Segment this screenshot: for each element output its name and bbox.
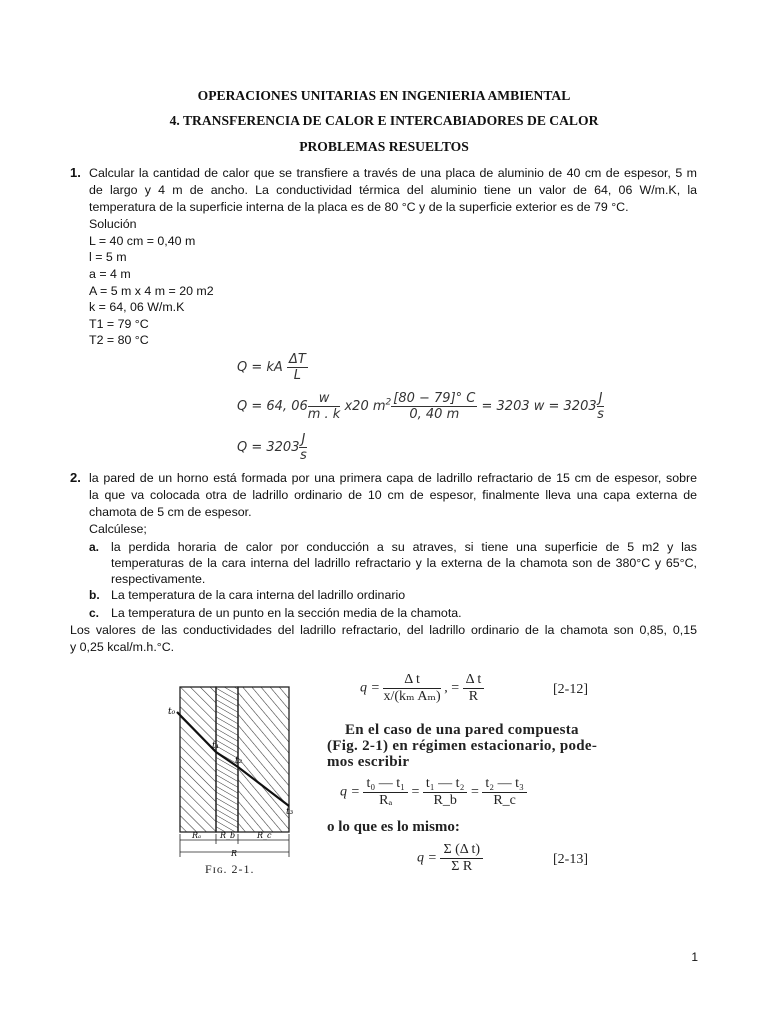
scan-para-line-1: En el caso de una pared compuesta	[345, 722, 579, 738]
eq3-lhs: Q = 3203	[237, 440, 300, 455]
scan-para-line-3: mos escribir	[327, 754, 410, 770]
item-a-line-1: la perdida horaria de calor por conducción a su atraves, si tiene una superficie de 5 m2 y las	[111, 540, 697, 554]
eq213-lhs: q =	[417, 850, 437, 866]
label-t1: t₁	[212, 741, 220, 751]
equation-q-numeric	[237, 391, 604, 422]
eq213-num: Σ (Δ t)	[440, 842, 483, 859]
eqc-n1: t₀ — t₁	[363, 776, 408, 793]
eqc-d3: R_c	[493, 793, 516, 808]
eq2-unit-fraction	[308, 391, 341, 422]
given-3: a = 4 m	[89, 267, 131, 281]
item-a-line-2: temperaturas de la cara interna del ladrillo refractario y la externa de la chamota son de 380°C y 65°C,	[111, 556, 697, 570]
item-c-label: c.	[89, 606, 100, 620]
problem-1-number: 1.	[70, 165, 81, 180]
item-b-label: b.	[89, 588, 100, 602]
layer-c	[238, 687, 289, 832]
eq2-lhs: Q = 64, 06	[237, 399, 308, 414]
given-7: T2 = 80 °C	[89, 333, 149, 347]
eq213-frac	[440, 842, 483, 875]
eq212-den1: x/(kₘ Aₘ)	[383, 689, 441, 704]
problem-1-line-3: temperatura de la superficie interna de la placa es de 80 °C y de la superficie exterior es de 79 °C.	[89, 200, 629, 214]
eqc-d1: Rₐ	[379, 793, 393, 808]
label-ra: Rₐ	[192, 831, 202, 840]
eq212-lhs: q =	[360, 680, 380, 696]
eq213-den: Σ R	[451, 859, 473, 874]
section-heading: PROBLEMAS RESUELTOS	[299, 139, 469, 154]
eq1-lhs: Q = kA	[237, 360, 283, 375]
eq2-sup: 2	[385, 397, 392, 408]
problem-1-line-2: de largo y 4 m de ancho. La conductividad térmica del aluminio tiene un valor de 64, 06 W/m.K, la	[89, 183, 697, 197]
doc-subtitle: 4. TRANSFERENCIA DE CALOR E INTERCABIADORES DE CALOR	[169, 113, 599, 128]
given-2: l = 5 m	[89, 250, 127, 264]
equation-2-13	[417, 842, 483, 875]
problem-2-number: 2.	[70, 470, 81, 485]
doc-title: OPERACIONES UNITARIAS EN INGENIERIA AMBIENTAL	[197, 88, 571, 103]
equation-2-12: q = $\frac{\text{Δ t}}{\text{x/(kₘ Aₘ)}}$ , = $\frac{\text{Δ t}}{R}$	[360, 672, 484, 705]
figure-caption: Fɪɢ. 2-1.	[205, 862, 255, 876]
problem-2-line-3: chamota de 5 cm de espesor.	[89, 505, 252, 519]
label-t0: t₀	[168, 707, 176, 717]
eq2-rhs-den: s	[597, 407, 604, 422]
eq2-frac-den: 0, 40 m	[409, 407, 460, 422]
conductivity-line-1: Los valores de las conductividades del ladrillo refractario, del ladrillo ordinario de la chamota son 0,85, 0,15	[70, 623, 697, 637]
given-6: T1 = 79 °C	[89, 317, 149, 331]
or-same-text: o lo que es lo mismo:	[327, 819, 460, 835]
eq2-rhs-num: J	[598, 391, 603, 406]
label-r: R	[231, 849, 238, 858]
eqc-frac-1	[363, 776, 408, 809]
eqc-d2: R_b	[433, 793, 457, 808]
calc-label: Calcúlese;	[89, 522, 147, 536]
label-t2: t₂	[235, 756, 243, 766]
item-b-line-1: La temperatura de la cara interna del ladrillo ordinario	[111, 588, 406, 602]
eqc-n2: t₁ — t₂	[423, 776, 468, 793]
eq212-frac-2	[463, 672, 485, 705]
eq1-den: L	[293, 368, 301, 383]
equation-composite: q = $\frac{\text{t₀ — t₁}}{\text{Rₐ}}$ = $\frac{\text{t₁ — t₂}}{R\_b}$ = $\frac{\text{t₂ — t₃}}{R\_c}$	[340, 776, 527, 809]
tag-2-13: [2-13]	[553, 852, 588, 867]
item-a-label: a.	[89, 540, 100, 554]
equation-q-result	[237, 432, 307, 463]
eq2-unit-num: w	[308, 391, 341, 407]
eq1-num: ΔT	[288, 352, 306, 367]
problem-2-line-1: la pared de un horno está formada por una primera capa de ladrillo refractario de 15 cm de espesor, sobre	[89, 471, 697, 485]
eqc-lhs: q =	[340, 784, 360, 800]
eqc-frac-2	[423, 776, 468, 809]
eq3-num: J	[301, 432, 306, 447]
eq2-frac-num: [80 − 79]° C	[393, 391, 476, 406]
eqc-n3: t₂ — t₃	[482, 776, 527, 793]
eq212-sep: ,	[444, 680, 448, 696]
eq2-rhs-fraction	[597, 391, 605, 422]
label-rc: R_c	[257, 831, 272, 840]
page-number: 1	[691, 950, 698, 964]
eq1-fraction	[287, 352, 308, 383]
label-t3: t₃	[286, 807, 294, 817]
eq2-mid: x20 m	[344, 399, 386, 414]
problem-1-line-1: Calcular la cantidad de calor que se transfiere a través de una placa de aluminio de 40 cm de espesor, 5 m	[89, 166, 697, 180]
item-c-line-1: La temperatura de un punto en la sección media de la chamota.	[111, 606, 462, 620]
tag-2-12: [2-12]	[553, 682, 588, 697]
equation-q-ka	[237, 352, 308, 383]
eq2-unit-den: m . k	[307, 407, 341, 422]
item-a-line-3: respectivamente.	[111, 572, 206, 586]
eq2-temp-fraction	[391, 391, 477, 422]
scan-para-line-2: (Fig. 2-1) en régimen estacionario, pode-	[327, 738, 598, 754]
label-rb: R_b	[220, 831, 236, 840]
composite-wall-figure	[165, 682, 305, 882]
eqc-frac-3	[482, 776, 527, 809]
eq212-num1: Δ t	[383, 672, 440, 689]
given-4: A = 5 m x 4 m = 20 m2	[89, 284, 214, 298]
eq2-rhs: = 3203 w = 3203	[481, 399, 597, 414]
eq212-den2: R	[468, 689, 479, 704]
eq3-den: s	[300, 448, 307, 463]
eq212-num2: Δ t	[463, 672, 485, 689]
eq212-frac-1	[383, 672, 440, 705]
eq3-fraction	[299, 432, 307, 463]
given-5: k = 64, 06 W/m.K	[89, 300, 185, 314]
given-1: L = 40 cm = 0,40 m	[89, 234, 196, 248]
solution-label: Solución	[89, 217, 137, 231]
layer-a	[180, 687, 216, 832]
problem-2-line-2: la que va colocada otra de ladrillo ordinario de 10 cm de espesor, finalmente lleva una capa externa de	[89, 488, 697, 502]
conductivity-line-2: y 0,25 kcal/m.h.°C.	[70, 640, 175, 654]
